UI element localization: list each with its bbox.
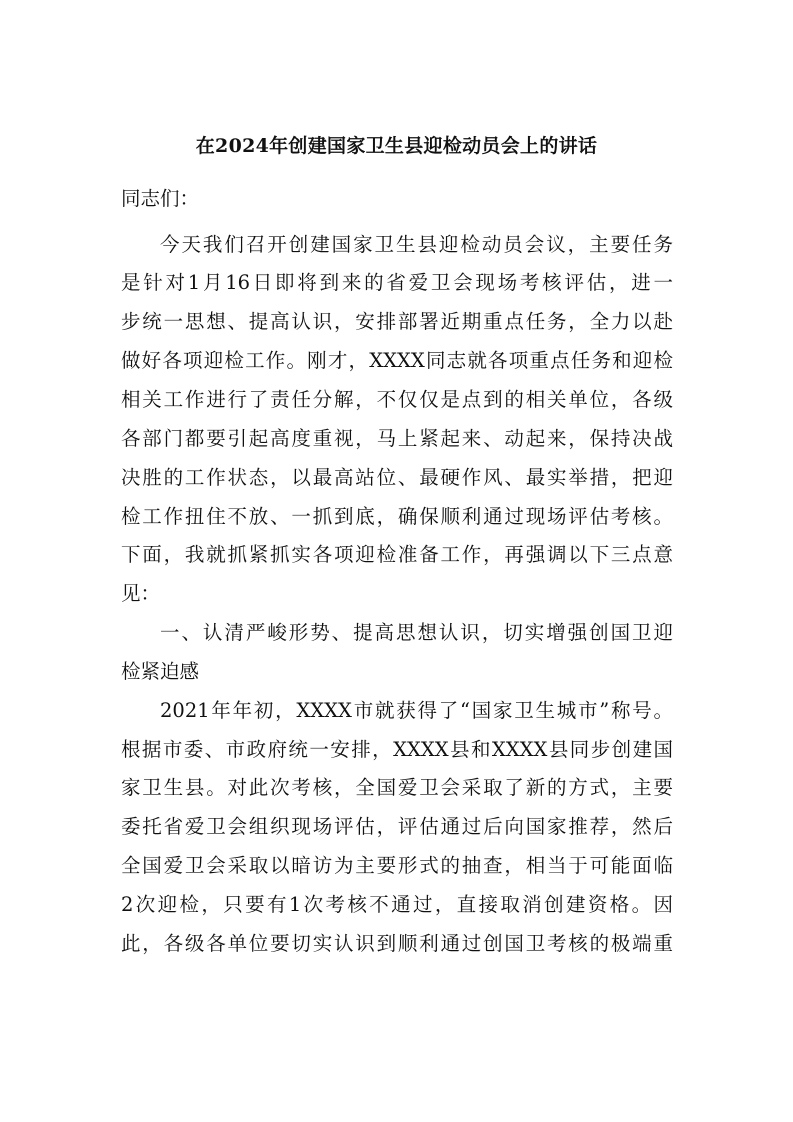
paragraph-line: 2次迎检，只要有1次考核不通过，直接取消创建资格。因 [121, 893, 673, 916]
paragraph-line: 见： [121, 582, 161, 605]
paragraph-line: 下面，我就抓紧抓实各项迎检准备工作，再强调以下三点意 [121, 543, 673, 566]
paragraph-line: 各部门都要引起高度重视，马上紧起来、动起来，保持决战 [121, 427, 673, 450]
paragraph-line: 做好各项迎检工作。刚才，XXXX同志就各项重点任务和迎检 [121, 349, 673, 372]
paragraph-line: 步统一思想、提高认识，安排部署近期重点任务，全力以赴 [121, 310, 673, 333]
paragraph-line: 全国爱卫会采取以暗访为主要形式的抽查，相当于可能面临 [121, 854, 673, 877]
paragraph-line: 家卫生县。对此次考核，全国爱卫会采取了新的方式，主要 [121, 776, 673, 799]
paragraph-line: 今天我们召开创建国家卫生县迎检动员会议，主要任务 [160, 233, 673, 256]
section-heading-line: 一、认清严峻形势、提高思想认识，切实增强创国卫迎 [160, 621, 673, 644]
paragraph-line: 是针对1月16日即将到来的省爱卫会现场考核评估，进一 [121, 271, 673, 294]
section-heading-line: 检紧迫感 [121, 660, 200, 683]
paragraph-line: 检工作扭住不放、一抓到底，确保顺利通过现场评估考核。 [121, 505, 673, 528]
paragraph-line: 委托省爱卫会组织现场评估，评估通过后向国家推荐，然后 [121, 815, 673, 838]
paragraph-line: 决胜的工作状态，以最高站位、最硬作风、最实举措，把迎 [121, 466, 673, 489]
paragraph-line: 相关工作进行了责任分解，不仅仅是点到的相关单位，各级 [121, 388, 673, 411]
document-title: 在2024年创建国家卫生县迎检动员会上的讲话 [195, 135, 598, 157]
paragraph-line: 2021年年初，XXXX市就获得了“国家卫生城市”称号。 [160, 699, 673, 722]
salutation: 同志们： [121, 187, 200, 210]
paragraph-line: 此，各级各单位要切实认识到顺利通过创国卫考核的极端重 [121, 932, 673, 955]
paragraph-line: 根据市委、市政府统一安排，XXXX县和XXXX县同步创建国 [121, 738, 673, 761]
